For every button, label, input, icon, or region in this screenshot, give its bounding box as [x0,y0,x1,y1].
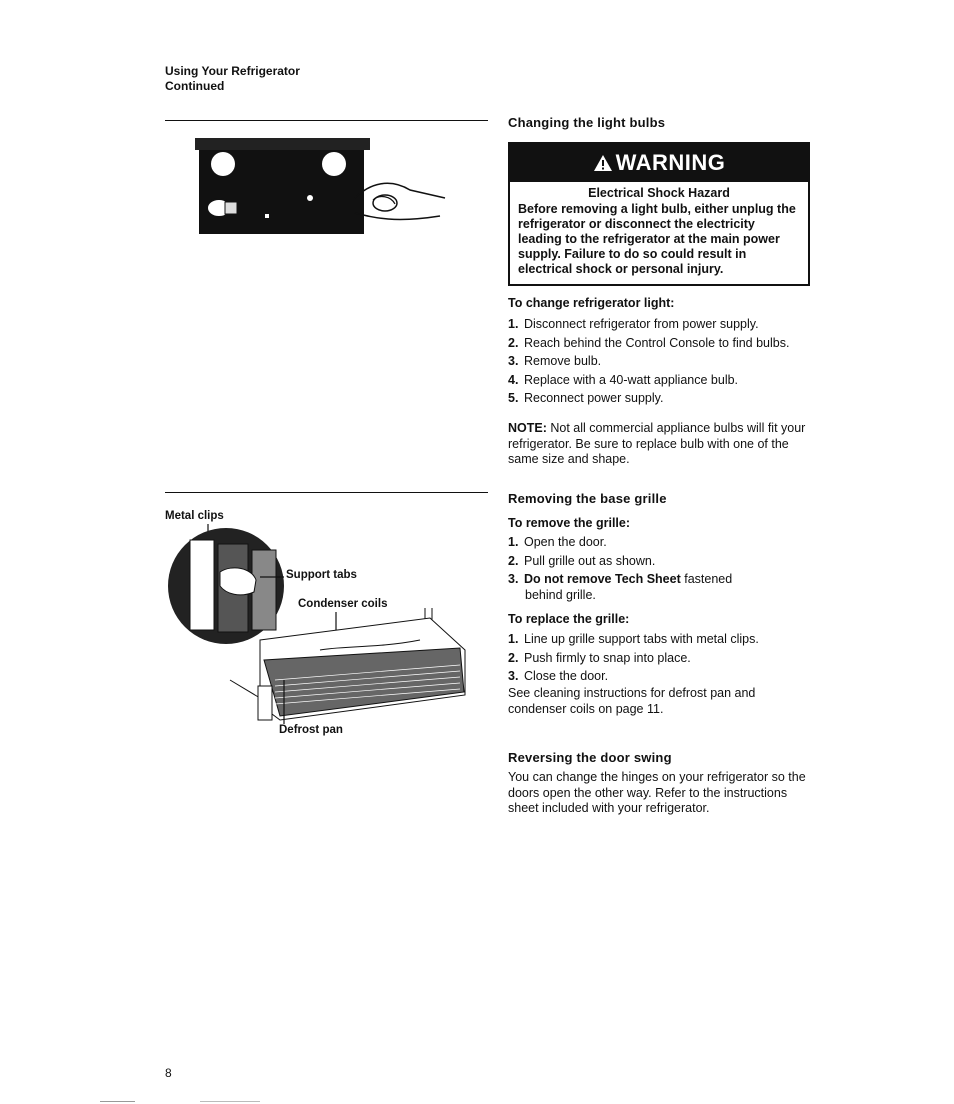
step-text: Reconnect power supply. [524,391,664,405]
label-support-tabs: Support tabs [286,569,357,581]
list-item [508,570,818,589]
step-number: 5. [508,391,519,405]
step-text: Close the door. [524,669,609,683]
label-condenser-coils: Condenser coils [298,598,388,610]
list-item [508,667,818,686]
label-defrost-pan: Defrost pan [279,724,343,736]
step-text: Disconnect refrigerator from power supply. [524,317,759,331]
step-text: Pull grille out as shown. [524,553,656,568]
warning-body: Before removing a light bulb, either unplug the refrigerator or disconnect the electricity leading to the refrigerator at the main power supply. Failure to do so could result in electrical shock or personal injury. [518,202,796,276]
step-number: 1. [508,317,519,331]
light-bulb-illustration [195,138,450,238]
step-text-bold: Do not remove Tech Sheet [524,572,681,586]
list-item [508,552,818,571]
step-text [524,570,732,589]
list-item [508,334,818,353]
replace-grille-steps [508,630,818,686]
step-text-rest: fastened [684,572,733,586]
step-text: Open the door. [524,535,607,549]
step-number: 3. [508,572,519,586]
list-item [508,630,818,649]
step-number: 2. [508,335,519,350]
note-text: Not all commercial appliance bulbs will fit your refrigerator. Be sure to replace bulb with one of the same size and shape. [508,421,806,466]
remove-grille-title: To remove the grille: [508,516,631,530]
warning-subtitle: Electrical Shock Hazard [588,186,730,200]
page-number: 8 [165,1066,172,1080]
remove-step3-continuation: behind grille. [525,588,596,602]
step-number: 2. [508,553,519,568]
step-text: Line up grille support tabs with metal clips. [524,632,759,646]
label-metal-clips: Metal clips [165,510,224,522]
scan-artifact-line [200,1101,260,1102]
running-header-continued: Continued [165,79,225,93]
note-paragraph [508,421,808,468]
cleaning-paragraph: See cleaning instructions for defrost pan and condenser coils on page 11. [508,686,756,716]
warning-triangle-icon [593,154,613,172]
section-rule-middle [165,492,488,493]
running-header-title: Using Your Refrigerator [165,64,300,78]
step-number: 4. [508,372,519,387]
step-number: 3. [508,354,519,368]
list-item [508,315,818,334]
list-item [508,389,818,408]
list-item [508,533,818,552]
note-label: NOTE: [508,421,547,435]
remove-grille-steps [508,533,818,589]
door-paragraph: You can change the hinges on your refrigerator so the doors open the other way. Refer to the instructions sheet included with your refrigerator. [508,770,806,815]
step-number: 1. [508,632,519,646]
step-number: 1. [508,535,519,549]
section-rule-top [165,120,488,121]
warning-box [508,142,810,286]
grille-illustration [160,520,470,725]
change-light-title: To change refrigerator light: [508,296,675,310]
step-number: 2. [508,650,519,665]
grille-section-title: Removing the base grille [508,491,667,506]
step-text: Push firmly to snap into place. [524,650,691,665]
list-item [508,352,818,371]
list-item [508,649,818,668]
list-item [508,371,818,390]
step-number: 3. [508,669,519,683]
door-section-title: Reversing the door swing [508,750,672,765]
change-light-steps [508,315,818,408]
replace-grille-title: To replace the grille: [508,612,630,626]
warning-label: WARNING [615,150,726,175]
running-header [165,64,300,94]
step-text: Remove bulb. [524,354,602,368]
light-section-title: Changing the light bulbs [508,115,666,130]
scan-artifact-line [100,1101,135,1102]
warning-header [510,144,808,182]
step-text: Reach behind the Control Console to find bulbs. [524,335,790,350]
step-text: Replace with a 40-watt appliance bulb. [524,372,739,387]
